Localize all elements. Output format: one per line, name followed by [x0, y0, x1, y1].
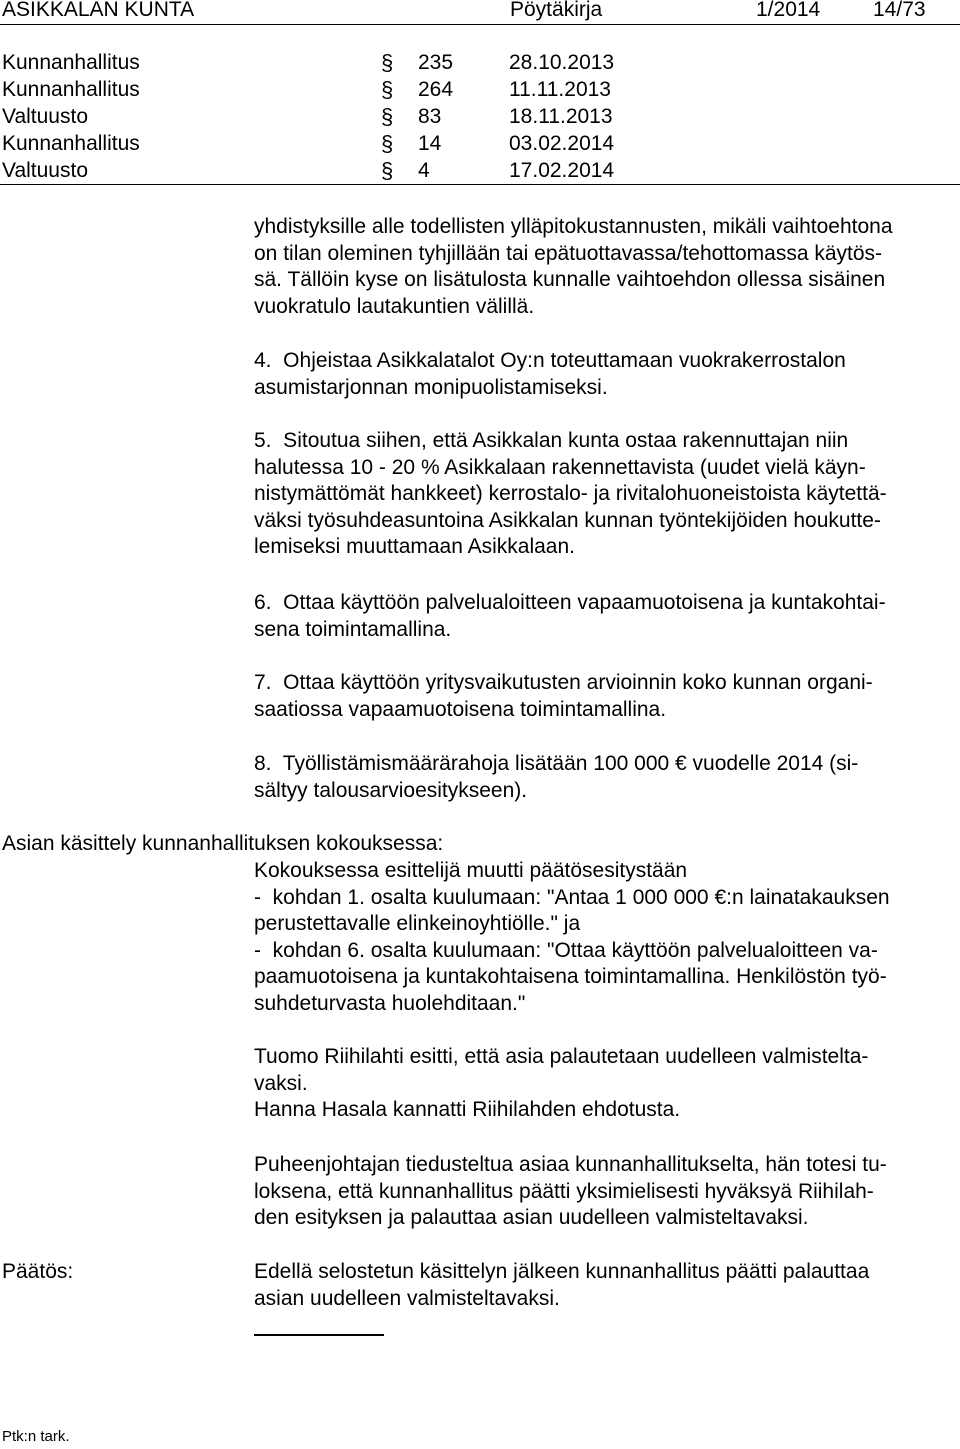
text-line: lemiseksi muuttamaan Asikkalaan.	[254, 535, 575, 558]
text-line: nistymättömät hankkeet) kerrostalo- ja rivitalohuoneistoista käytettä-	[254, 482, 887, 505]
municipality-name: ASIKKALAN KUNTA	[2, 0, 195, 21]
decision-text	[254, 1259, 960, 1312]
item-6	[254, 590, 960, 643]
text-line: perustettavalle elinkeinoyhtiölle." ja	[254, 912, 581, 935]
document-type: Pöytäkirja	[510, 0, 603, 21]
issue-number: 1/2014	[756, 0, 821, 21]
paragraph-continuation	[254, 214, 960, 320]
text-line: 6. Ottaa käyttöön palvelualoitteen vapaamuotoisena ja kuntakohtai-	[254, 591, 886, 614]
history-row	[0, 77, 960, 104]
history-number: 4	[418, 159, 430, 182]
text-line: Edellä selostetun käsittelyn jälkeen kunnanhallitus päätti palauttaa	[254, 1260, 870, 1283]
text-line: Tuomo Riihilahti esitti, että asia palautetaan uudelleen valmistelta-	[254, 1045, 869, 1068]
decision-label: Päätös:	[2, 1260, 74, 1283]
history-body: Kunnanhallitus	[2, 78, 140, 101]
history-body: Kunnanhallitus	[2, 132, 140, 155]
history-date: 11.11.2013	[509, 78, 611, 101]
text-line: 5. Sitoutua siihen, että Asikkalan kunta ostaa rakennuttajan niin	[254, 429, 849, 452]
text-line: saatiossa vapaamuotoisena toimintamallina.	[254, 697, 667, 721]
amendment-text	[254, 858, 960, 1017]
section-icon: §	[381, 104, 394, 129]
history-row	[0, 104, 960, 131]
text-line: Kokouksessa esittelijä muutti päätösesitystään	[254, 859, 688, 882]
text-line: Hanna Hasala kannatti Riihilahden ehdotusta.	[254, 1098, 681, 1121]
text-line: asumistarjonnan monipuolistamiseksi.	[254, 375, 608, 399]
history-number: 14	[418, 132, 442, 155]
history-body: Valtuusto	[2, 105, 88, 128]
section-icon: §	[381, 77, 394, 102]
text-line: vaksi.	[254, 1071, 308, 1095]
text-line: halutessa 10 - 20 % Asikkalaan rakennettavista (uudet vielä käyn-	[254, 455, 866, 479]
page-header	[0, 0, 960, 25]
history-date: 17.02.2014	[509, 159, 615, 182]
item-5	[254, 428, 960, 561]
item-7	[254, 670, 960, 723]
text-line: sä. Tällöin kyse on lisätulosta kunnalle vaihtoehdon ollessa sisäinen	[254, 268, 886, 291]
history-body: Valtuusto	[2, 159, 88, 182]
proposal-text	[254, 1044, 960, 1124]
text-line: suhdeturvasta huolehditaan."	[254, 991, 526, 1015]
history-date: 03.02.2014	[509, 132, 615, 155]
text-line: asian uudelleen valmisteltavaksi.	[254, 1286, 560, 1310]
text-line: den esityksen ja palauttaa asian uudelleen valmisteltavaksi.	[254, 1206, 809, 1229]
text-line: sena toimintamallina.	[254, 617, 452, 641]
text-line: - kohdan 1. osalta kuulumaan: "Antaa 1 000 000 €:n lainatakauksen	[254, 885, 890, 909]
section-icon: §	[381, 50, 394, 75]
text-line: paamuotoisena ja kuntakohtaisena toimintamallina. Henkilöstön työ-	[254, 965, 887, 988]
text-line: sältyy talousarvioesitykseen).	[254, 778, 528, 802]
history-number: 83	[418, 105, 442, 128]
section-icon: §	[381, 131, 394, 156]
text-line: loksena, että kunnanhallitus päätti yksimielisesti hyväksyä Riihilah-	[254, 1179, 874, 1203]
text-line: Puheenjohtajan tiedusteltua asiaa kunnanhallitukselta, hän totesi tu-	[254, 1153, 887, 1176]
history-date: 28.10.2013	[509, 51, 615, 74]
history-number: 235	[418, 51, 454, 74]
history-row	[0, 158, 960, 185]
item-4	[254, 348, 960, 401]
text-line: vuokratulo lautakuntien välillä.	[254, 294, 535, 318]
history-date: 18.11.2013	[509, 105, 613, 128]
footer-verify-label: Ptk:n tark.	[2, 1428, 70, 1445]
item-8	[254, 751, 960, 804]
chair-text	[254, 1152, 960, 1232]
text-line: yhdistyksille alle todellisten ylläpitokustannusten, mikäli vaihtoehtona	[254, 215, 893, 238]
text-line: on tilan oleminen tyhjillään tai epätuottavassa/tehottomassa käytös-	[254, 241, 883, 265]
history-row	[0, 131, 960, 158]
text-line: 7. Ottaa käyttöön yritysvaikutusten arvioinnin koko kunnan organi-	[254, 671, 873, 694]
history-number: 264	[418, 78, 454, 101]
text-line: väksi työsuhdeasuntoina Asikkalan kunnan työntekijöiden houkutte-	[254, 508, 881, 532]
section-icon: §	[381, 158, 394, 183]
text-line: 8. Työllistämismäärärahoja lisätään 100 000 € vuodelle 2014 (si-	[254, 752, 859, 775]
text-line: 4. Ohjeistaa Asikkalatalot Oy:n toteuttamaan vuokrakerrostalon	[254, 349, 846, 372]
end-rule	[254, 1334, 384, 1336]
processing-heading: Asian käsittely kunnanhallituksen kokouksessa:	[2, 832, 444, 855]
text-line: - kohdan 6. osalta kuulumaan: "Ottaa käyttöön palvelualoitteen va-	[254, 938, 878, 962]
page-number: 14/73	[873, 0, 926, 21]
history-divider	[0, 184, 960, 185]
history-row	[0, 50, 960, 77]
history-body: Kunnanhallitus	[2, 51, 140, 74]
